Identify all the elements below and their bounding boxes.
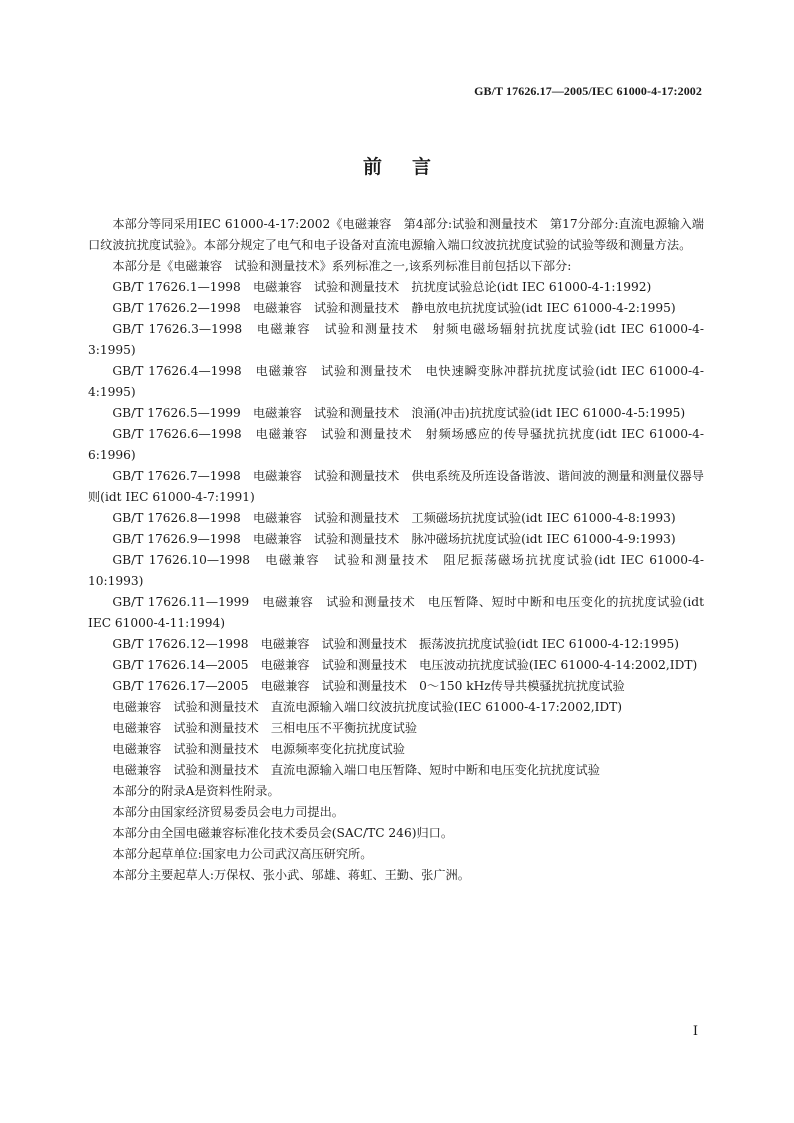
series-item: GB/T 17626.9—1998 电磁兼容 试验和测量技术 脉冲磁场抗扰度试验(idt IEC 61000-4-9:1993) (112, 532, 676, 546)
page-title: 前言 (362, 156, 461, 178)
foreword-body (88, 214, 704, 886)
series-item: GB/T 17626.1—1998 电磁兼容 试验和测量技术 抗扰度试验总论(idt IEC 61000-4-1:1992) (112, 280, 652, 294)
series-item: 电磁兼容 试验和测量技术 三相电压不平衡抗扰度试验 (112, 721, 418, 735)
series-item: GB/T 17626.17—2005 电磁兼容 试验和测量技术 0～150 kHz传导共模骚扰抗扰度试验 (112, 679, 625, 693)
series-item: GB/T 17626.8—1998 电磁兼容 试验和测量技术 工频磁场抗扰度试验(idt IEC 61000-4-8:1993) (112, 511, 676, 525)
series-item: GB/T 17626.11—1999 电磁兼容 试验和测量技术 电压暂降、短时中断和电压变化的抗扰度试验(idt IEC 61000-4-11:1994) (88, 595, 704, 630)
series-item: GB/T 17626.6—1998 电磁兼容 试验和测量技术 射频场感应的传导骚扰抗扰度(idt IEC 61000-4-6:1996) (88, 427, 704, 462)
series-item: GB/T 17626.4—1998 电磁兼容 试验和测量技术 电快速瞬变脉冲群抗扰度试验(idt IEC 61000-4-4:1995) (88, 364, 704, 399)
page-number: I (692, 1024, 698, 1039)
standard-number-header: GB/T 17626.17—2005/IEC 61000-4-17:2002 (474, 84, 702, 98)
paragraph-annex-note: 本部分的附录A是资料性附录。 (112, 784, 280, 798)
series-item: 电磁兼容 试验和测量技术 直流电源输入端口电压暂降、短时中断和电压变化抗扰度试验 (112, 763, 600, 777)
series-item: GB/T 17626.10—1998 电磁兼容 试验和测量技术 阻尼振荡磁场抗扰度试验(idt IEC 61000-4-10:1993) (88, 553, 704, 588)
paragraph-intro: 本部分等同采用IEC 61000-4-17:2002《电磁兼容 第4部分:试验和测量技术 第17分部分:直流电源输入端口纹波抗扰度试验》。本部分规定了电气和电子设备对直流电源输入端口纹波抗扰度试验的试验等级和测量方法。 (88, 217, 704, 252)
series-item: GB/T 17626.5—1999 电磁兼容 试验和测量技术 浪涌(冲击)抗扰度试验(idt IEC 61000-4-5:1995) (112, 406, 686, 420)
series-item: GB/T 17626.3—1998 电磁兼容 试验和测量技术 射频电磁场辐射抗扰度试验(idt IEC 61000-4-3:1995) (88, 322, 704, 357)
series-item: 电磁兼容 试验和测量技术 电源频率变化抗扰度试验 (112, 742, 405, 756)
paragraph-drafting-unit: 本部分起草单位:国家电力公司武汉高压研究所。 (112, 847, 373, 861)
paragraph-drafters: 本部分主要起草人:万保权、张小武、邬雄、蒋虹、王勤、张广洲。 (112, 868, 470, 882)
series-item: GB/T 17626.2—1998 电磁兼容 试验和测量技术 静电放电抗扰度试验(idt IEC 61000-4-2:1995) (112, 301, 676, 315)
series-item: GB/T 17626.12—1998 电磁兼容 试验和测量技术 振荡波抗扰度试验(idt IEC 61000-4-12:1995) (112, 637, 679, 651)
paragraph-series-intro: 本部分是《电磁兼容 试验和测量技术》系列标准之一,该系列标准目前包括以下部分: (112, 259, 572, 273)
series-item: GB/T 17626.7—1998 电磁兼容 试验和测量技术 供电系统及所连设备谐波、谐间波的测量和测量仪器导则(idt IEC 61000-4-7:1991) (88, 469, 704, 504)
series-item: GB/T 17626.14—2005 电磁兼容 试验和测量技术 电压波动抗扰度试验(IEC 61000-4-14:2002,IDT) (112, 658, 698, 672)
series-item: 电磁兼容 试验和测量技术 直流电源输入端口纹波抗扰度试验(IEC 61000-4-17:2002,IDT) (112, 700, 623, 714)
paragraph-committee: 本部分由全国电磁兼容标准化技术委员会(SAC/TC 246)归口。 (112, 826, 454, 840)
paragraph-proposer: 本部分由国家经济贸易委员会电力司提出。 (112, 805, 344, 819)
